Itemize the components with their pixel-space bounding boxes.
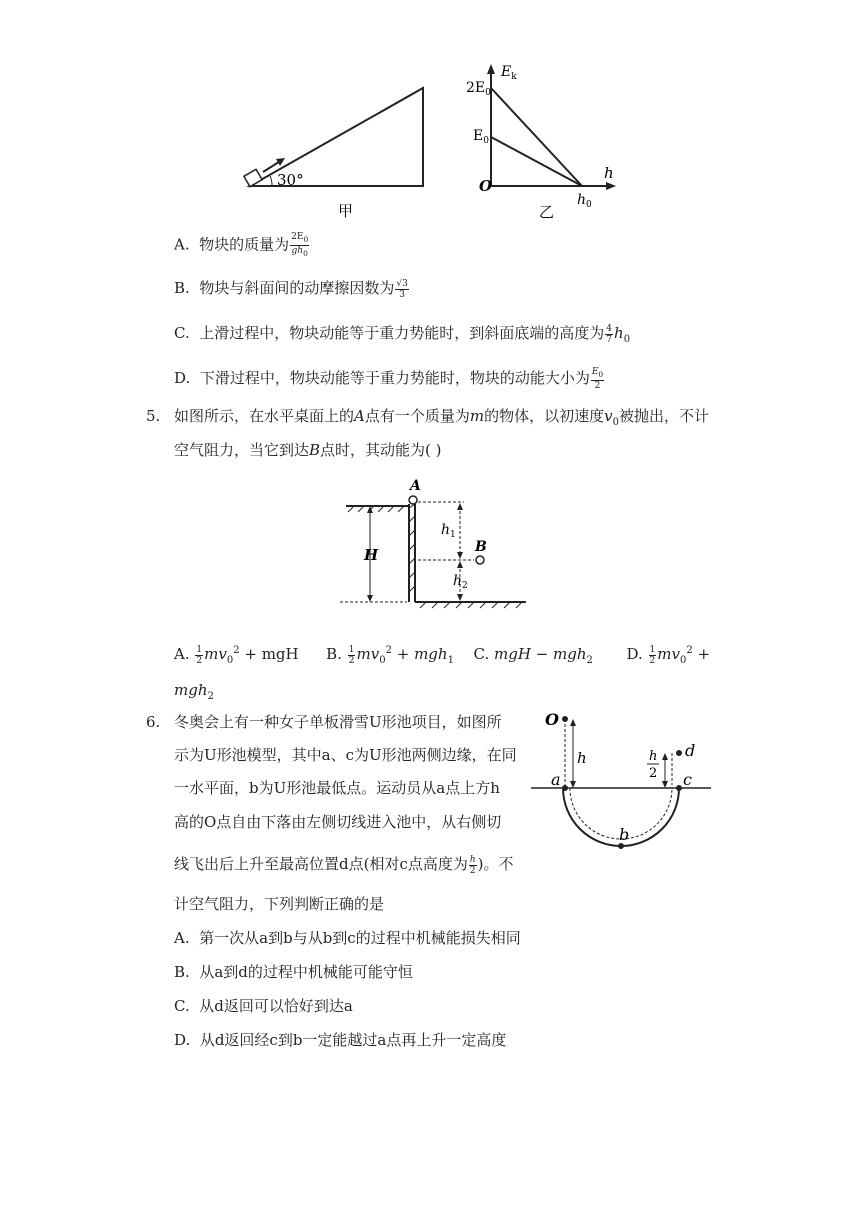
caption-jia: 甲 — [338, 202, 354, 220]
tick-h0: $h_0$ — [577, 192, 592, 210]
figure-u-pool — [525, 705, 715, 857]
point-B-marker — [476, 556, 484, 564]
q5-number: 5. — [146, 407, 161, 425]
q5-option-c: C. mgH − mgh$_2$ — [473, 645, 593, 666]
label-b: b — [619, 825, 630, 844]
label-H: H — [364, 546, 379, 564]
line-2E0 — [491, 88, 582, 186]
q6-option-d: D. 从d返回经c到b一定能越过a点再上升一定高度 — [174, 1031, 507, 1049]
block — [244, 169, 262, 186]
caption-yi: 乙 — [539, 203, 555, 221]
label-d: d — [685, 741, 696, 760]
point-O-marker — [562, 716, 568, 722]
angle-label: 30° — [277, 171, 304, 189]
figure-table-throw — [340, 478, 535, 613]
x-axis-label: h — [604, 164, 614, 182]
q6-option-a: A. 第一次从a到b与从b到c的过程中机械能损失相同 — [174, 929, 521, 947]
q4-option-d: D. 下滑过程中，物块动能等于重力势能时，物块的动能大小为 $\frac{E_0}{2}$ — [174, 367, 604, 391]
origin-label: O — [479, 177, 493, 195]
q6-stem-line1: 冬奥会上有一种女子单板滑雪U形池项目，如图所 — [174, 713, 502, 731]
q6-option-b: B. 从a到d的过程中机械能可能守恒 — [174, 963, 413, 981]
label-c: c — [683, 770, 692, 789]
tick-E0: $E_0$ — [473, 128, 489, 146]
q5-option-d-cont: mgh$_2$ — [174, 681, 214, 702]
q6-number: 6. — [146, 713, 161, 731]
q4-option-b: B. 物块与斜面间的动摩擦因数为 $\frac{√3}{3}$ — [174, 278, 408, 300]
label-half-h-den: 2 — [649, 766, 658, 781]
q4-option-a: A. 物块的质量为 $\frac{2E_0}{gh_0}$ — [174, 232, 309, 258]
label-O: O — [545, 710, 559, 729]
q5-option-d: D. $\frac{1}{2}$ $mv_0^2$ + — [626, 644, 711, 666]
label-h2: $h_2$ — [453, 573, 468, 591]
point-d-marker — [676, 750, 682, 756]
figure-ek-graph — [462, 58, 630, 226]
point-A-marker — [409, 496, 417, 504]
q6-stem-line3: 一水平面，b为U形池最低点。运动员从a点上方h — [174, 779, 500, 797]
q5-stem-line2: 空气阻力，当它到达B点时，其动能为( ) — [174, 441, 442, 459]
label-a: a — [551, 770, 561, 789]
point-c-marker — [676, 785, 682, 791]
label-half-h-num: h — [649, 749, 658, 764]
tick-2E0: $2E_0$ — [466, 80, 491, 98]
label-A: A — [410, 478, 421, 494]
q5-stem-line1: 如图所示，在水平桌面上的A点有一个质量为m的物体，以初速度$v_0$被抛出，不计 — [174, 407, 709, 428]
q6-stem-line4: 高的O点自由下落由左侧切线进入池中，从右侧切 — [174, 813, 502, 831]
label-B: B — [475, 539, 487, 555]
line-E0 — [491, 137, 582, 186]
point-a-marker — [562, 785, 568, 791]
q6-option-c: C. 从d返回可以恰好到达a — [174, 997, 353, 1015]
label-h: h — [577, 749, 587, 767]
y-axis-label: $E_k$ — [501, 64, 517, 82]
q6-stem-line6: 计空气阻力，下列判断正确的是 — [174, 895, 385, 913]
label-h1: $h_1$ — [441, 522, 456, 540]
figure-incline — [230, 80, 440, 220]
q4-option-c: C. 上滑过程中，物块动能等于重力势能时，到斜面底端的高度为 $\frac{4}{7}$ $h_0$ — [174, 323, 631, 345]
q5-options-row — [174, 640, 710, 672]
q6-stem-line2: 示为U形池模型，其中a、c为U形池两侧边缘，在同 — [174, 746, 517, 764]
q5-option-a: A. $\frac{1}{2}$ $mv_0^2$ + mgH — [174, 644, 299, 666]
q5-option-b: B. $\frac{1}{2}$ $mv_0^2 + mgh_1$ — [326, 644, 454, 666]
q6-stem-line5: 线飞出后上升至最高位置d点(相对c点高度为 $\frac{h}{2}$ )。不 — [174, 854, 514, 876]
